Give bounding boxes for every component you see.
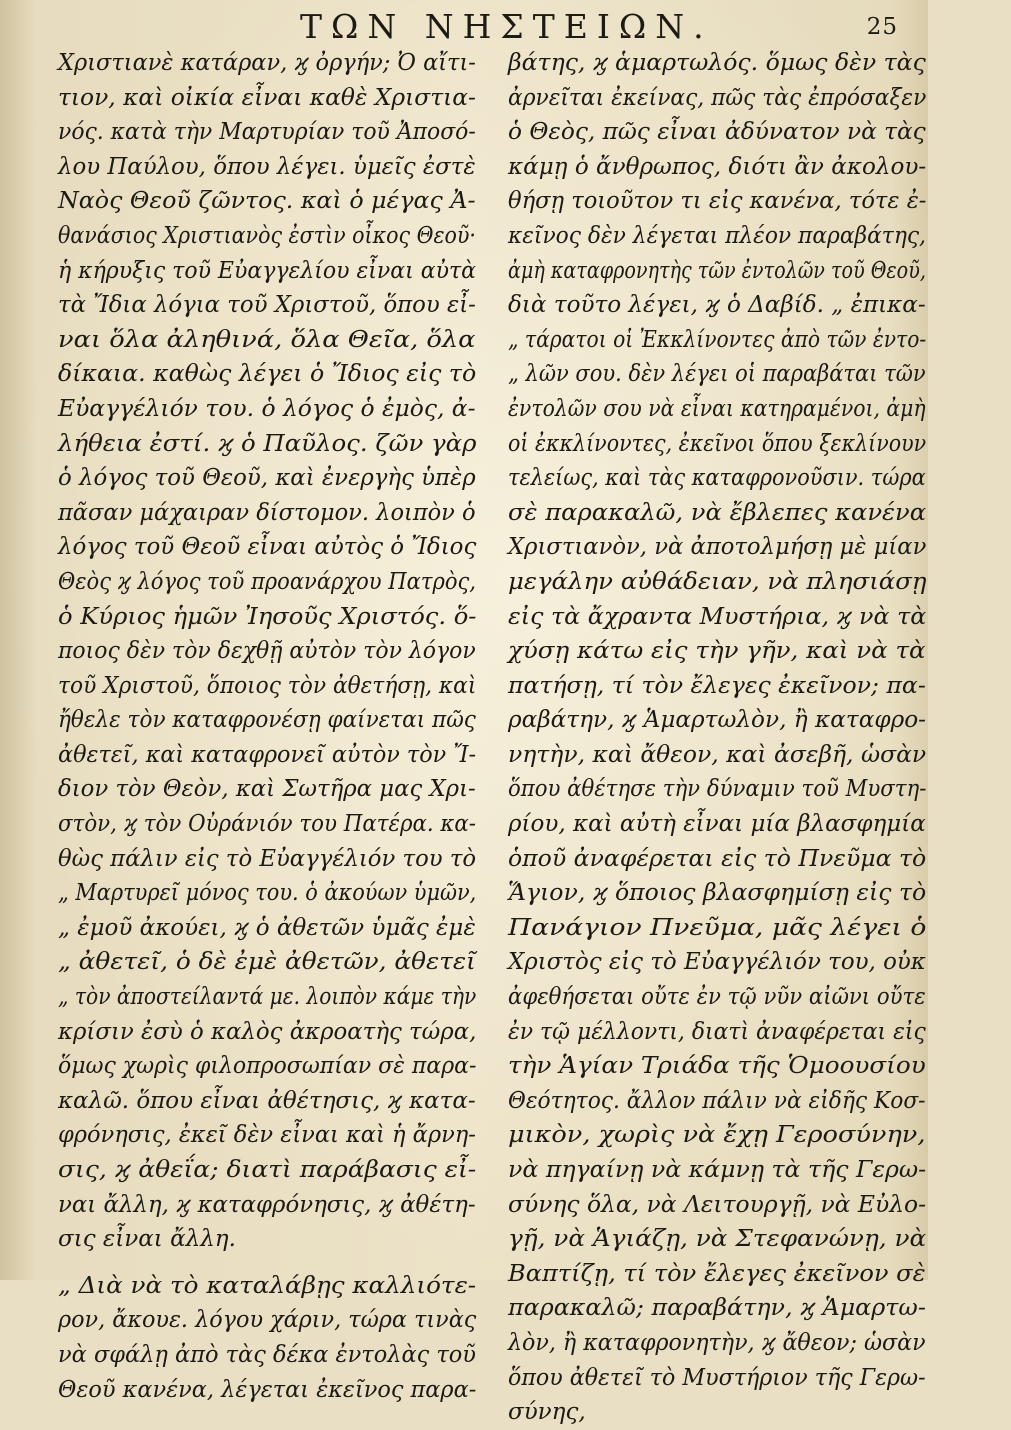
text-line: σύνης ὅλα, νὰ Λειτουργῇ, νὰ Εὐλο- [508, 1191, 927, 1218]
text-line: „ ἐμοῦ ἀκούει, ϗ ὁ ἀθετῶν ὑμᾶς ἐμὲ [58, 914, 476, 941]
text-line: „ τάρατοι οἱ Ἐκκλίνοντες ἀπὸ τῶν ἐντο- [508, 326, 927, 353]
text-line: χύσῃ κάτω εἰς τὴν γῆν, καὶ νὰ τὰ [508, 638, 926, 665]
text-line: ναι ἄλλη, ϗ καταφρόνησις, ϗ ἀθέτη- [58, 1191, 476, 1218]
text-line: λήθεια ἐστί. ϗ ὁ Παῦλος. ζῶν γὰρ [58, 430, 477, 457]
text-line: ἤθελε τὸν καταφρονέσῃ φαίνεται πῶς [58, 707, 476, 734]
text-line: ὁ Θεὸς, πῶς εἶναι ἀδύνατον νὰ τὰς [508, 119, 926, 146]
text-line: Χριστιανὸν, νὰ ἀποτολμήσῃ μὲ μίαν [508, 534, 927, 561]
text-line: πᾶσαν μάχαιραν δίστομον. λοιπὸν ὁ [58, 499, 476, 526]
text-line: ὅπου ἀθέτησε τὴν δύναμιν τοῦ Μυστη- [508, 776, 927, 803]
text-line: λόγος τοῦ Θεοῦ εἶναι αὐτὸς ὁ Ἴδιος [58, 534, 477, 561]
text-line: καλῶ. ὅπου εἶναι ἀθέτησις, ϗ κατα- [58, 1087, 476, 1114]
text-line: Θεοῦ κανένα, λέγεται ἐκεῖνος παρα- [58, 1376, 477, 1403]
text-line: Ναὸς Θεοῦ ζῶντος. καὶ ὁ μέγας Ἀ- [58, 188, 476, 215]
text-line: εἰς τὰ ἄχραντα Μυστήρια, ϗ νὰ τὰ [508, 603, 927, 630]
text-line: στὸν, ϗ τὸν Οὐράνιόν του Πατέρα. κα- [58, 811, 477, 838]
text-line: ὁποῦ ἀναφέρεται εἰς τὸ Πνεῦμα τὸ [508, 845, 927, 872]
text-line: ὁ λόγος τοῦ Θεοῦ, καὶ ἐνεργὴς ὑπὲρ [58, 465, 476, 492]
text-line: νὰ σφάλῃ ἀπὸ τὰς δέκα ἐντολὰς τοῦ [58, 1341, 476, 1368]
text-line: θὼς πάλιν εἰς τὸ Εὐαγγέλιόν του τὸ [58, 845, 477, 872]
text-line: Χριστιανὲ κατάραν, ϗ ὀργήν; Ὀ αἴτι- [58, 50, 476, 76]
text-line: τελείως, καὶ τὰς καταφρονοῦσιν. τώρα [508, 465, 926, 492]
text-line: Εὐαγγέλιόν του. ὁ λόγος ὁ ἐμὸς, ἀ- [58, 395, 476, 422]
text-line: παρακαλῶ; παραβάτην, ϗ Ἁμαρτω- [508, 1295, 926, 1322]
text-line: διὰ τοῦτο λέγει, ϗ ὁ Δαβίδ. „ ἐπικα- [508, 292, 926, 319]
right-column [508, 46, 926, 1430]
text-line: κρίσιν ἐσὺ ὁ καλὸς ἀκροατὴς τώρα, [58, 1018, 477, 1045]
text-line: ἀρνεῖται ἐκείνας, πῶς τὰς ἐπρόσαξεν [508, 84, 927, 111]
text-line: μεγάλην αὐθάδειαν, νὰ πλησιάσῃ [508, 568, 927, 595]
text-line: Πανάγιον Πνεῦμα, μᾶς λέγει ὁ [508, 914, 927, 941]
text-line: τὰ Ἴδια λόγια τοῦ Χριστοῦ, ὅπου εἶ- [58, 292, 476, 319]
text-line: ἐν τῷ μέλλοντι, διατὶ ἀναφέρεται εἰς [508, 1018, 926, 1045]
text-line: κεῖνος δὲν λέγεται πλέον παραβάτης, [508, 222, 926, 249]
text-line: Βαπτίζῃ, τί τὸν ἔλεγες ἐκεῖνον σὲ [508, 1260, 926, 1287]
text-line: „ Διὰ νὰ τὸ καταλάβῃς καλλιότε- [58, 1272, 477, 1299]
text-line: ἀφεθήσεται οὔτε ἐν τῷ νῦν αἰῶνι οὔτε [508, 984, 926, 1011]
text-line: ἡ κήρυξις τοῦ Εὐαγγελίου εἶναι αὐτὰ [58, 257, 477, 284]
text-line: νητὴν, καὶ ἄθεον, καὶ ἀσεβῆ, ὡσὰν [508, 741, 927, 768]
text-line: οἱ ἐκκλίνοντες, ἐκεῖνοι ὅπου ξεκλίνουν [508, 430, 927, 457]
text-line: „ λῶν σου. δὲν λέγει οἱ παραβάται τῶν [508, 361, 926, 388]
text-line: βάτης, ϗ ἁμαρτωλός. ὅμως δὲν τὰς [508, 50, 926, 76]
text-line: λὸν, ἢ καταφρονητὴν, ϗ ἄθεον; ὡσὰν [508, 1329, 926, 1356]
text-line: σύνης, [508, 1399, 586, 1426]
text-line: Θεότητος. ἄλλον πάλιν νὰ εἰδῆς Κοσ- [508, 1087, 926, 1114]
text-line: Χριστὸς εἰς τὸ Εὐαγγέλιόν του, οὐκ [508, 949, 926, 976]
text-line: σὲ παρακαλῶ, νὰ ἔβλεπες κανένα [508, 499, 927, 526]
text-line: „ Μαρτυρεῖ μόνος του. ὁ ἀκούων ὑμῶν, [58, 880, 477, 907]
text-line: Θεὸς ϗ λόγος τοῦ προανάρχου Πατρὸς, [58, 568, 476, 595]
text-line: νός. κατὰ τὴν Μαρτυρίαν τοῦ Ἀποσό- [58, 119, 476, 146]
text-line: ναι ὅλα ἀληθινά, ὅλα Θεῖα, ὅλα [58, 326, 476, 353]
text-line: „ τὸν ἀποστείλαντά με. λοιπὸν κάμε τὴν [58, 984, 477, 1011]
text-line: πατήσῃ, τί τὸν ἔλεγες ἐκεῖνον; πα- [508, 672, 926, 699]
text-line: ἐντολῶν σου νὰ εἶναι κατηραμένοι, ἀμὴ [508, 395, 926, 422]
text-line: ραβάτην, ϗ Ἁμαρτωλὸν, ἢ καταφρο- [508, 707, 926, 734]
text-line: ὁ Κύριος ἡμῶν Ἰησοῦς Χριστός. ὅ- [58, 603, 477, 630]
paragraph-gap [58, 1257, 476, 1269]
text-line: τοῦ Χριστοῦ, ὅποιος τὸν ἀθετήσῃ, καὶ [58, 672, 477, 699]
text-line: ἀθετεῖ, καὶ καταφρονεῖ αὐτὸν τὸν Ἴ- [58, 741, 477, 768]
text-line: „ ἀθετεῖ, ὁ δὲ ἐμὲ ἀθετῶν, ἀθετεῖ [58, 949, 476, 976]
text-line: διον τὸν Θεὸν, καὶ Σωτῆρα μας Χρι- [58, 776, 476, 803]
text-line: μικὸν, χωρὶς νὰ ἔχῃ Γεροσύνην, [508, 1122, 926, 1149]
text-line: ὅμως χωρὶς φιλοπροσωπίαν σὲ παρα- [58, 1053, 477, 1080]
text-line: τιον, καὶ οἰκία εἶναι καθὲ Χριστια- [58, 84, 476, 111]
running-head [270, 6, 928, 48]
text-line: κάμῃ ὁ ἄνθρωπος, διότι ἂν ἀκολου- [508, 153, 927, 180]
text-line: σις εἶναι ἄλλη. [58, 1226, 236, 1253]
text-line: φρόνησις, ἐκεῖ δὲν εἶναι καὶ ἡ ἄρνη- [58, 1122, 476, 1149]
text-line: σις, ϗ ἀθεΐα; διατὶ παράβασις εἶ- [58, 1157, 477, 1183]
text-line: ποιος δὲν τὸν δεχθῇ αὐτὸν τὸν λόγον [58, 638, 476, 665]
page-number: 25 [866, 14, 898, 40]
text-line: ρον, ἄκουε. λόγου χάριν, τώρα τινὰς [58, 1307, 477, 1334]
text-line: λου Παύλου, ὅπου λέγει. ὑμεῖς ἐστὲ [58, 153, 476, 180]
text-line: ἀμὴ καταφρονητὴς τῶν ἐντολῶν τοῦ Θεοῦ, [508, 257, 926, 284]
text-line: ὅπου ἀθετεῖ τὸ Μυστήριον τῆς Γερω- [508, 1364, 926, 1391]
text-line: ρίου, καὶ αὐτὴ εἶναι μία βλασφημία [508, 811, 926, 838]
text-line: θανάσιος Χριστιανὸς ἐστὶν οἶκος Θεοῦ· [58, 222, 476, 249]
left-column [58, 46, 476, 1407]
text-line: δίκαια. καθὼς λέγει ὁ Ἴδιος εἰς τὸ [58, 361, 477, 388]
text-line: τὴν Ἁγίαν Τριάδα τῆς Ὁμοουσίου [508, 1053, 926, 1080]
text-line: Ἅγιον, ϗ ὅποιος βλασφημίσῃ εἰς τὸ [508, 880, 927, 907]
text-line: γῇ, νὰ Ἁγιάζῃ, νὰ Στεφανώνῃ, νὰ [508, 1226, 927, 1253]
page-title: ΤΩΝ ΝΗΣΤΕΙΩΝ. [300, 7, 713, 46]
text-line: θήσῃ τοιοῦτον τι εἰς κανένα, τότε ἐ- [508, 188, 927, 215]
text-line: νὰ πηγαίνῃ νὰ κάμνῃ τὰ τῆς Γερω- [508, 1157, 927, 1183]
